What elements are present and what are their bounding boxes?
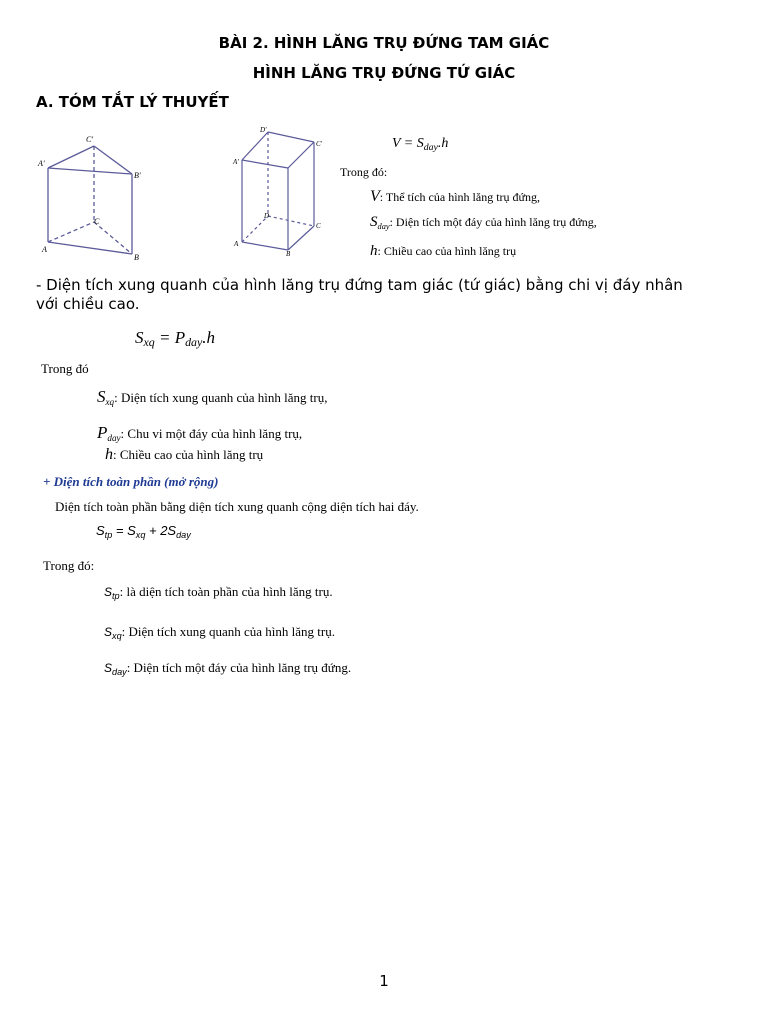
vertex-label: A: [234, 240, 239, 248]
vertex-label: D': [260, 126, 267, 134]
total-where-label: Trong đó:: [43, 558, 95, 573]
vertex-label: B: [286, 250, 291, 256]
lateral-h-definition: h: Chiều cao của hình lăng trụ: [105, 446, 264, 463]
total-area-formula: $S_{tp} = S_{xq} + 2S_{day}$: [96, 523, 191, 540]
vertex-label: B: [134, 253, 139, 262]
total-area-heading: + Diện tích toàn phần (mở rộng): [43, 474, 219, 489]
total-sday-definition: $S_{day}$: Diện tích một đáy của hình lăng trụ đứng.: [104, 660, 352, 677]
vertex-label: A: [42, 245, 47, 254]
quadrilateral-prism-figure: [228, 122, 328, 256]
page-number: 1: [379, 972, 389, 990]
page-title-line2: HÌNH LĂNG TRỤ ĐỨNG TỨ GIÁC: [252, 64, 516, 82]
lateral-paragraph-line2: với chiều cao.: [36, 295, 140, 313]
vertex-label: C': [86, 135, 94, 144]
section-a-heading: A. TÓM TẮT LÝ THUYẾT: [36, 93, 229, 111]
vertex-label: A': [38, 159, 45, 168]
lateral-where-label: Trong đó: [41, 361, 89, 376]
vertex-label: C': [316, 140, 323, 148]
lateral-formula: $S_{xq} = P_{day}.h$: [135, 328, 216, 349]
lateral-p-definition: $P_{day}$: Chu vi một đáy của hình lăng trụ,: [97, 423, 303, 443]
lateral-sxq-definition: $S_{xq}$: Diện tích xung quanh của hình lăng trụ,: [97, 387, 328, 407]
vertex-label: C: [94, 217, 100, 226]
total-sxq-definition: $S_{xq}$: Diện tích xung quanh của hình lăng trụ.: [104, 624, 335, 641]
volume-v-definition: V: Thể tích của hình lăng trụ đứng,: [370, 188, 541, 205]
lateral-paragraph-line1: - Diện tích xung quanh của hình lăng trụ đứng tam giác (tứ giác) bằng chi vị đáy nhân: [36, 276, 683, 294]
vertex-label: C: [316, 222, 321, 230]
page-title-line1: BÀI 2. HÌNH LĂNG TRỤ ĐỨNG TAM GIÁC: [218, 34, 550, 52]
volume-s-definition: $S_{day}$: Diện tích một đáy của hình lăng trụ đứng,: [370, 214, 597, 231]
total-area-sentence: Diện tích toàn phần bằng diện tích xung quanh cộng diện tích hai đáy.: [55, 499, 419, 514]
volume-h-definition: h: Chiều cao của hình lăng trụ: [370, 243, 517, 259]
vertex-label: A': [233, 158, 239, 166]
vertex-label: D: [264, 212, 270, 220]
vertex-label: B': [134, 171, 141, 180]
total-stp-definition: $S_{tp}$: là diện tích toàn phần của hình lăng trụ.: [104, 584, 333, 601]
triangular-prism-figure: [34, 130, 152, 262]
volume-where-label: Trong đó:: [340, 165, 388, 179]
volume-formula: $V = S_{day}.h$: [392, 136, 449, 153]
